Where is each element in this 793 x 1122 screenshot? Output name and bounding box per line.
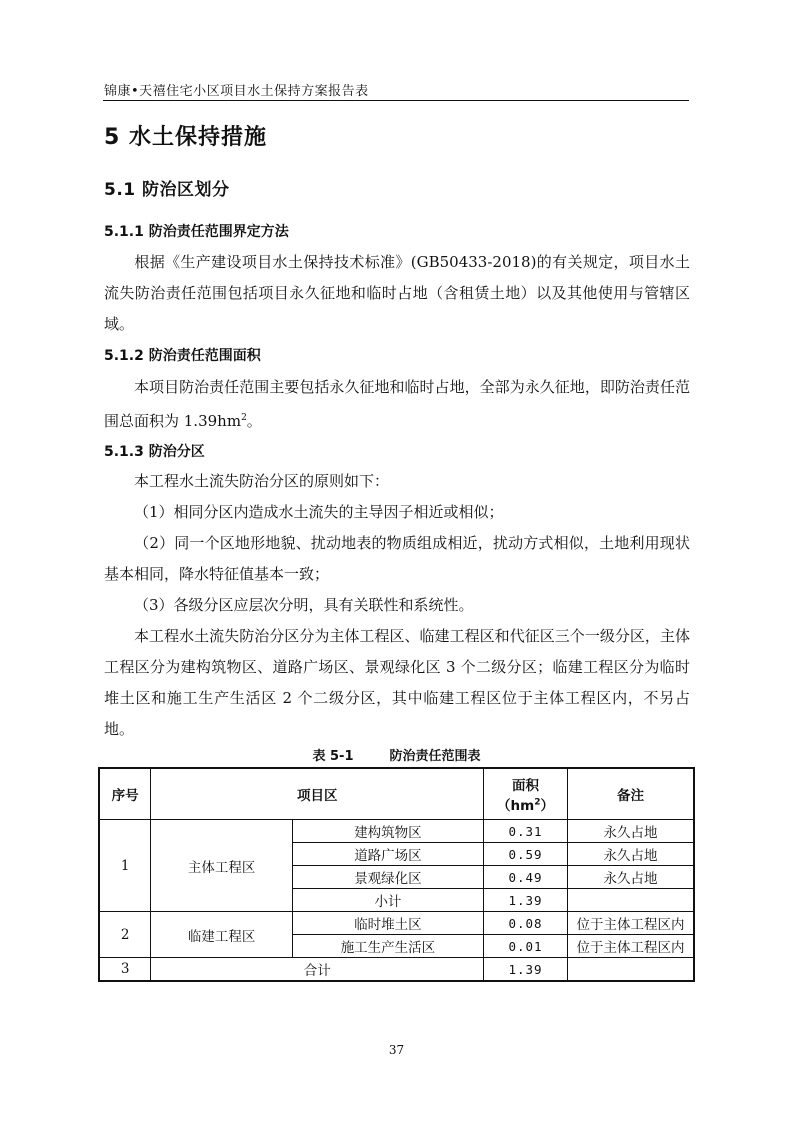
- page-number: 37: [388, 1043, 405, 1057]
- cell-subzone: 小计: [292, 889, 483, 912]
- table-total-row: [99, 958, 694, 982]
- table-caption: [0, 745, 793, 764]
- cell-note: 永久占地: [567, 866, 694, 889]
- cell-subzone: 景观绿化区: [292, 866, 483, 889]
- section-title: 5.1 防治区划分: [104, 180, 230, 200]
- header-rule: [103, 100, 689, 101]
- cell-zone: 临建工程区: [151, 912, 292, 958]
- cell-zone: 主体工程区: [151, 820, 292, 912]
- subsection-title-5-1-3: 5.1.3 防治分区: [104, 444, 205, 460]
- cell-area: 1.39: [484, 889, 568, 912]
- paragraph: （1）相同分区内造成水土流失的主导因子相近或相似；: [134, 503, 504, 521]
- cell-note: 位于主体工程区内: [567, 935, 694, 958]
- cell-subzone: 施工生产生活区: [292, 935, 483, 958]
- cell-note: 位于主体工程区内: [567, 912, 694, 935]
- table-title: 防治责任范围表: [389, 749, 481, 764]
- subsection-title-5-1-2: 5.1.2 防治责任范围面积: [104, 348, 261, 364]
- cell-area: 0.59: [484, 843, 568, 866]
- cell-seq: 2: [99, 912, 151, 958]
- cell-note: 永久占地: [567, 843, 694, 866]
- paragraph: （2）同一个区地形地貌、扰动地表的物质组成相近，扰动方式相似，土地利用现状基本相同，降水特征值基本一致；: [104, 534, 690, 583]
- table-number: 表 5-1: [312, 749, 354, 764]
- table-row: [99, 912, 694, 935]
- paragraph: 本工程水土流失防治分区的原则如下：: [134, 472, 390, 490]
- cell-note: 永久占地: [567, 820, 694, 843]
- cell-subzone: 建构筑物区: [292, 820, 483, 843]
- header-seq: 序号: [99, 768, 151, 820]
- cell-note: [567, 958, 694, 982]
- cell-area: 0.31: [484, 820, 568, 843]
- cell-seq: 3: [99, 958, 151, 982]
- cell-area: 0.01: [484, 935, 568, 958]
- table-header-row: [99, 768, 694, 820]
- chapter-title: 5 水土保持措施: [104, 125, 267, 150]
- paragraph: 本工程水土流失防治分区分为主体工程区、临建工程区和代征区三个一级分区，主体工程区分为建构筑物区、道路广场区、景观绿化区 3 个二级分区；临建工程区分为临时堆土区和施工生产生活区 2 个二级分区，其中临建工程区位于主体工程区内，不另占地。: [104, 627, 690, 738]
- responsibility-table: [98, 767, 695, 982]
- cell-subzone: 道路广场区: [292, 843, 483, 866]
- paragraph: （3）各级分区应层次分明，具有关联性和系统性。: [134, 596, 474, 614]
- header-area-name: 项目区: [151, 768, 484, 820]
- cell-area: 0.49: [484, 866, 568, 889]
- cell-total-label: 合计: [151, 958, 484, 982]
- paragraph: 本项目防治责任范围主要包括永久征地和临时占地，全部为永久征地，即防治责任范围总面积为 $1.39hm^2$。: [104, 378, 690, 430]
- cell-subzone: 临时堆土区: [292, 912, 483, 935]
- header-note: 备注: [567, 768, 694, 820]
- table-row: [99, 820, 694, 843]
- running-header: 锦康•天禧住宅小区项目水土保持方案报告表: [104, 84, 369, 99]
- cell-area: 0.08: [484, 912, 568, 935]
- paragraph: 根据《生产建设项目水土保持技术标准》(GB50433-2018)的有关规定，项目水土流失防治责任范围包括项目永久征地和临时占地（含租赁土地）以及其他使用与管辖区域。: [104, 253, 690, 333]
- cell-area: 1.39: [484, 958, 568, 982]
- cell-seq: 1: [99, 820, 151, 912]
- subsection-title-5-1-1: 5.1.1 防治责任范围界定方法: [104, 224, 289, 240]
- cell-note: [567, 889, 694, 912]
- header-area: 面积$(hm^2)$: [484, 768, 568, 820]
